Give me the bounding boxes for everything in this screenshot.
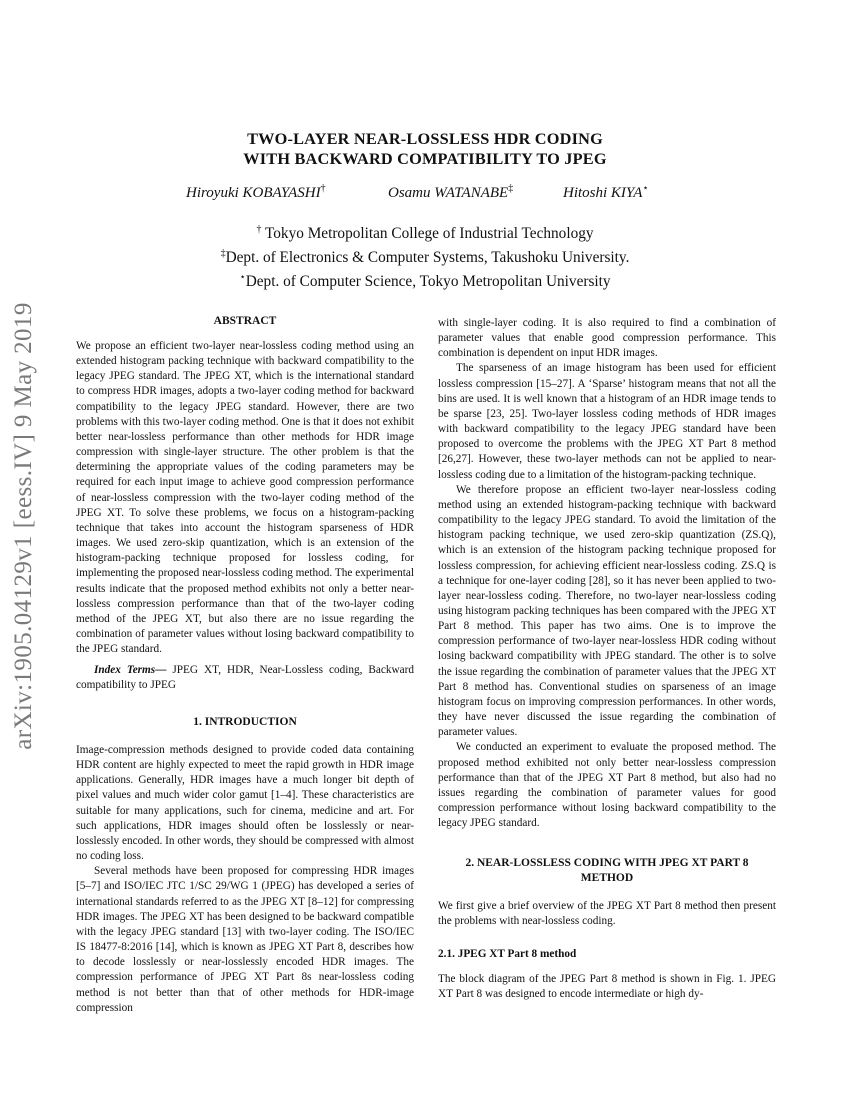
right-paragraph-4: We conducted an experiment to evaluate the proposed method. The proposed method exhibited not only better near-lossless compression performance than that of the JPEG XT Part 8 method, but also had no issues regarding the combination of parameter values for good compression performance without losing backward compatibility to the legacy JPEG standard. [438,741,776,830]
introduction-paragraph-2: Several methods have been proposed for compressing HDR images [5–7] and ISO/IEC JTC 1/SC 29/WG 1 (JPEG) has developed a series of international standards referred to as the JPEG XT [8–12] for compressing HDR images. The JPEG XT has been designed to be backward compatible with the legacy JPEG standard [13] with two-layer coding. The ISO/IEC IS 18477-8:2016 [14], which is known as JPEG XT Part 8, describes how to decode losslessly or near-losslessly encoded HDR images. The compression performance of JPEG XT Part 8s near-lossless coding method is not better than that of other methods for HDR-image compression [76,865,414,1014]
index-terms [76,663,414,693]
subsection-2-1-paragraph: The block diagram of the JPEG Part 8 method is shown in Fig. 1. JPEG XT Part 8 was designed to encode intermediate or high dy- [438,973,776,1001]
introduction-paragraph-1: Image-compression methods designed to provide coded data containing HDR content are highly expected to meet the rapid growth in HDR image applications. Generally, HDR images have a much longer bit depth of pixel values and much wider color gamut [1–4]. These characteristics are suitable for many applications, such for cinema, medicine and art. For such applications, HDR images should often be losslessly or near-losslessly encoded. In other words, they should be compressed with almost no coding loss. [76,744,414,863]
author-2: Osamu WATANABE‡ [388,183,514,201]
author-3: Hitoshi KIYA⋆ [563,183,649,201]
index-terms-label: Index Terms— [94,664,167,676]
paper-title [0,129,850,169]
right-intro-continued [438,316,776,831]
section-2-heading-line-1: 2. NEAR-LOSSLESS CODING WITH JPEG XT PART 8 [465,857,749,869]
right-paragraph-1: with single-layer coding. It is also required to find a combination of parameter values that enable good compression performance. This combination is dependent on input HDR images. [438,317,776,360]
section-2-paragraph-1: We first give a brief overview of the JPEG XT Part 8 method then present the problems with near-lossless coding. [438,900,776,928]
author-list [186,183,656,205]
section-2 [438,856,776,1003]
author-1: Hiroyuki KOBAYASHI† [186,183,326,201]
arxiv-identifier: arXiv:1905.04129v1 [eess.IV] 9 May 2019 [10,302,37,750]
subsection-2-1-heading: 2.1. JPEG XT Part 8 method [438,948,577,961]
index-terms-text: JPEG XT, HDR, Near-Lossless coding, Backward compatibility to JPEG [76,664,415,692]
abstract-section [76,314,414,657]
affiliations [0,220,850,292]
abstract-heading: ABSTRACT [213,315,277,327]
right-paragraph-3: We therefore propose an efficient two-layer near-lossless coding method using an extended histogram-packing technique with backward compatibility to the legacy JPEG standard. To avoid the limitation of the histogram packing technique, we used zero-skip quantization (ZS.Q), which is an extension of the histogram packing technique proposed for lossless compression, for achieving efficient near-lossless coding. ZS.Q is a technique for one-layer coding [28], so it has never been applied to two-layer near-lossless coding. Therefore, no two-layer near-lossless coding using histogram packing techniques has been compared with the JPEG XT Part 8 method. This paper has two aims. One is to improve the compression performance of two-layer near-lossless HDR coding without losing backward compatibility with JPEG standard. The other is to solve the issue regarding the combination of parameter values that the JPEG XT Part 8 method has. Conventional studies on sparseness of an image histogram focus on improving compression performances. In other words, they have never discussed the issue regarding the combination of parameter values. [438,483,776,739]
introduction-section [76,715,414,1016]
title-line-1: TWO-LAYER NEAR-LOSSLESS HDR CODING [247,129,603,148]
introduction-heading: 1. INTRODUCTION [193,716,297,728]
section-2-heading-line-2: METHOD [580,872,634,884]
right-paragraph-2: The sparseness of an image histogram has been used for efficient lossless compression [15–27]. A ‘Sparse’ histogram means that not all the bins are used. It is well known that a histogram of an HDR image tends to be sparse [23, 25]. Two-layer lossless coding methods of HDR images with backward compatibility to the legacy JPEG standard have been proposed to overcome the problems with the JPEG XT Part 8 method [26,27]. However, these two-layer methods can not be applied to near-lossless coding due to a limitation of the histogram-packing technique. [438,362,776,481]
affiliation-2: ‡Dept. of Electronics & Computer Systems, Takushoku University. [220,248,630,267]
affiliation-3: ⋆Dept. of Computer Science, Tokyo Metropolitan University [239,272,611,291]
affiliation-1: † Tokyo Metropolitan College of Industrial Technology [256,224,594,243]
arxiv-sidebar [6,296,42,756]
abstract-text: We propose an efficient two-layer near-lossless coding method using an extended histogram packing technique with backward compatibility to the legacy JPEG standard. The JPEG XT, which is the international standard to compress HDR images, adopts a two-layer coding method for backward compatibility to the legacy JPEG standard. However, there are two problems with this two-layer coding method. One is that it does not exhibit better near-lossless performance than other methods for HDR image compression with single-layer structure. The other problem is that the determining the appropriate values of the coding parameters may be required for each input image to achieve good compression performance of near-lossless compression with the two-layer coding method of the JPEG XT. To solve these problems, we focus on a histogram-packing technique that takes into account the histogram sparseness of HDR images. We used zero-skip quantization, which is an extension of the histogram-packing technique proposed for lossless coding, for implementing the proposed near-lossless coding method. The experimental results indicate that the proposed method exhibits not only a better near-lossless compression performance than that of the two-layer coding method of the JPEG XT, but also there are no issue regarding the combination of parameter values without losing backward compatibility to the JPEG standard. [76,340,414,656]
title-line-2: WITH BACKWARD COMPATIBILITY TO JPEG [243,149,607,168]
